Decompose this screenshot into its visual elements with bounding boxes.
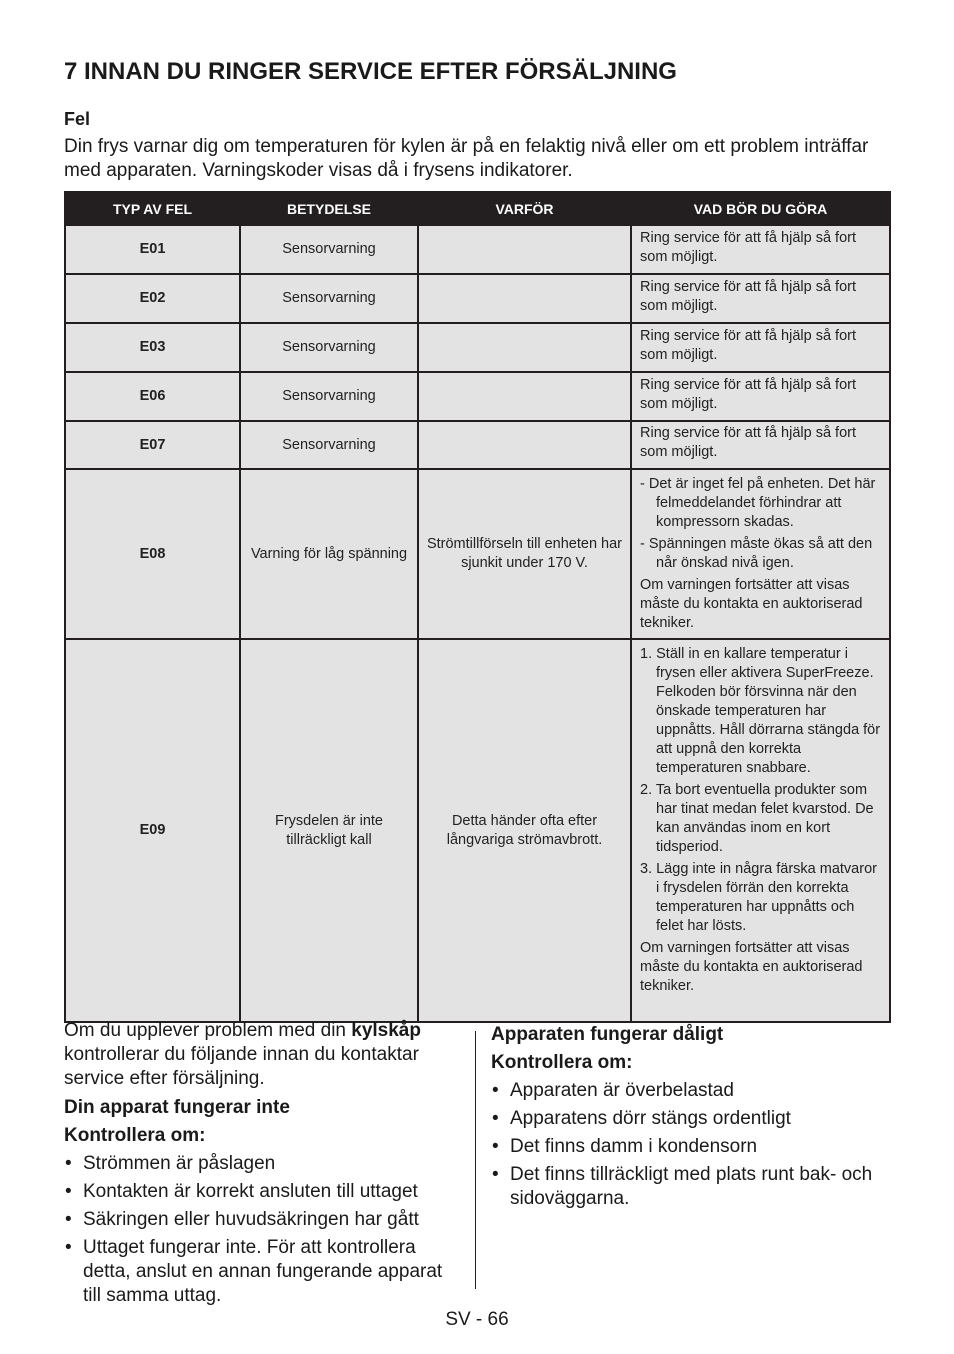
column-header-meaning: BETYDELSE: [240, 192, 418, 225]
error-code-cell: E01: [65, 225, 240, 274]
bullet-item: • Säkringen eller huvudsäkringen har gått: [64, 1208, 464, 1232]
todo-line: 3. Lägg inte in några färska matvaror i frysdelen förrän den korrekta temperaturen har uppnåtts och felet har lösts.: [640, 861, 877, 934]
meaning-cell: Sensorvarning: [240, 323, 418, 372]
todo-line: 1. Ställ in en kallare temperatur i frysen eller aktivera SuperFreeze. Felkoden bör försvinna när den önskade temperaturen har uppnåtts. Håll dörrarna stängda för att uppnå den korrekta temperaturen snabbare.: [640, 646, 881, 776]
left-heading: Din apparat fungerar inte: [64, 1097, 290, 1118]
why-cell: [418, 225, 631, 274]
why-cell: Strömtillförseln till enheten har sjunkit under 170 V.: [418, 469, 631, 639]
todo-line: - Spänningen måste ökas så att den når önskad nivå igen.: [640, 536, 873, 571]
left-intro-before: Om du upplever problem med din: [64, 1020, 352, 1041]
why-cell: [418, 323, 631, 372]
right-column: [491, 1023, 891, 1215]
todo-line: Om varningen fortsätter att visas måste du kontakta en auktoriserad tekniker.: [640, 940, 863, 994]
todo-line: Ring service för att få hjälp så fort som möjligt.: [640, 425, 856, 460]
bullet-item: • Uttaget fungerar inte. För att kontrollera detta, anslut en annan fungerande apparat till samma uttag.: [64, 1236, 464, 1308]
table-body: [65, 225, 890, 1022]
error-code-cell: E08: [65, 469, 240, 639]
intro-paragraph: Din frys varnar dig om temperaturen för kylen är på en felaktig nivå eller om ett problem inträffar med apparaten. Varningskoder visas då i frysens indikatorer.: [64, 136, 869, 181]
todo-cell: [631, 639, 890, 1022]
table-row: [65, 323, 890, 372]
why-cell: [418, 372, 631, 421]
right-check-label: Kontrollera om:: [491, 1052, 633, 1073]
table-row: [65, 639, 890, 1022]
column-divider: [475, 1031, 476, 1289]
todo-line: Ring service för att få hjälp så fort som möjligt.: [640, 376, 856, 412]
error-code-cell: E09: [65, 639, 240, 1022]
error-code-cell: E07: [65, 421, 240, 469]
page-title: 7 INNAN DU RINGER SERVICE EFTER FÖRSÄLJNING: [64, 58, 677, 85]
left-bullet-list: [64, 1152, 464, 1308]
todo-cell: [631, 469, 890, 639]
table-row: [65, 421, 890, 469]
error-code-cell: E02: [65, 274, 240, 323]
todo-cell: [631, 421, 890, 469]
todo-line: Ring service för att få hjälp så fort som möjligt.: [640, 278, 856, 314]
page-number: SV - 66: [445, 1309, 509, 1330]
right-heading: Apparaten fungerar dåligt: [491, 1024, 724, 1045]
todo-cell: [631, 274, 890, 323]
bullet-item: • Apparaten är överbelastad: [491, 1079, 891, 1103]
todo-line: - Det är inget fel på enheten. Det här felmeddelandet förhindrar att kompressorn skadas.: [640, 476, 876, 530]
error-code-cell: E06: [65, 372, 240, 421]
todo-line: 2. Ta bort eventuella produkter som har tinat medan felet kvarstod. De kan användas inom en kort tidsperiod.: [640, 782, 874, 855]
why-cell: Detta händer ofta efter långvariga strömavbrott.: [418, 639, 631, 1022]
todo-cell: [631, 372, 890, 421]
error-code-table: [64, 191, 891, 1023]
todo-line: Ring service för att få hjälp så fort som möjligt.: [640, 229, 856, 265]
why-cell: [418, 274, 631, 323]
bullet-item: • Kontakten är korrekt ansluten till uttaget: [64, 1180, 464, 1204]
todo-line: Ring service för att få hjälp så fort som möjligt.: [640, 327, 856, 363]
table-row: [65, 469, 890, 639]
meaning-cell: Varning för låg spänning: [240, 469, 418, 639]
meaning-cell: Frysdelen är inte tillräckligt kall: [240, 639, 418, 1022]
meaning-cell: Sensorvarning: [240, 225, 418, 274]
left-check-label: Kontrollera om:: [64, 1125, 206, 1146]
meaning-cell: Sensorvarning: [240, 274, 418, 323]
left-intro-after: kontrollerar du följande innan du kontaktar service efter försäljning.: [64, 1044, 419, 1089]
column-header-type: TYP AV FEL: [65, 192, 240, 225]
column-header-why: VARFÖR: [418, 192, 631, 225]
todo-cell: [631, 225, 890, 274]
error-code-cell: E03: [65, 323, 240, 372]
right-bullet-list: [491, 1079, 891, 1211]
why-cell: [418, 421, 631, 469]
column-header-todo: VAD BÖR DU GÖRA: [631, 192, 890, 225]
table-row: [65, 225, 890, 274]
table-header-row: [65, 192, 890, 225]
left-intro: [64, 1019, 464, 1091]
left-column: [64, 1019, 464, 1312]
section-label: Fel: [64, 109, 91, 129]
bullet-item: • Apparatens dörr stängs ordentligt: [491, 1107, 891, 1131]
table-row: [65, 274, 890, 323]
bullet-item: • Strömmen är påslagen: [64, 1152, 464, 1176]
meaning-cell: Sensorvarning: [240, 421, 418, 469]
todo-line: Om varningen fortsätter att visas måste du kontakta en auktoriserad tekniker.: [640, 577, 863, 631]
table-row: [65, 372, 890, 421]
todo-cell: [631, 323, 890, 372]
left-intro-bold: kylskåp: [351, 1020, 421, 1041]
meaning-cell: Sensorvarning: [240, 372, 418, 421]
bullet-item: • Det finns damm i kondensorn: [491, 1135, 891, 1159]
bullet-item: • Det finns tillräckligt med plats runt bak- och sidoväggarna.: [491, 1163, 891, 1211]
